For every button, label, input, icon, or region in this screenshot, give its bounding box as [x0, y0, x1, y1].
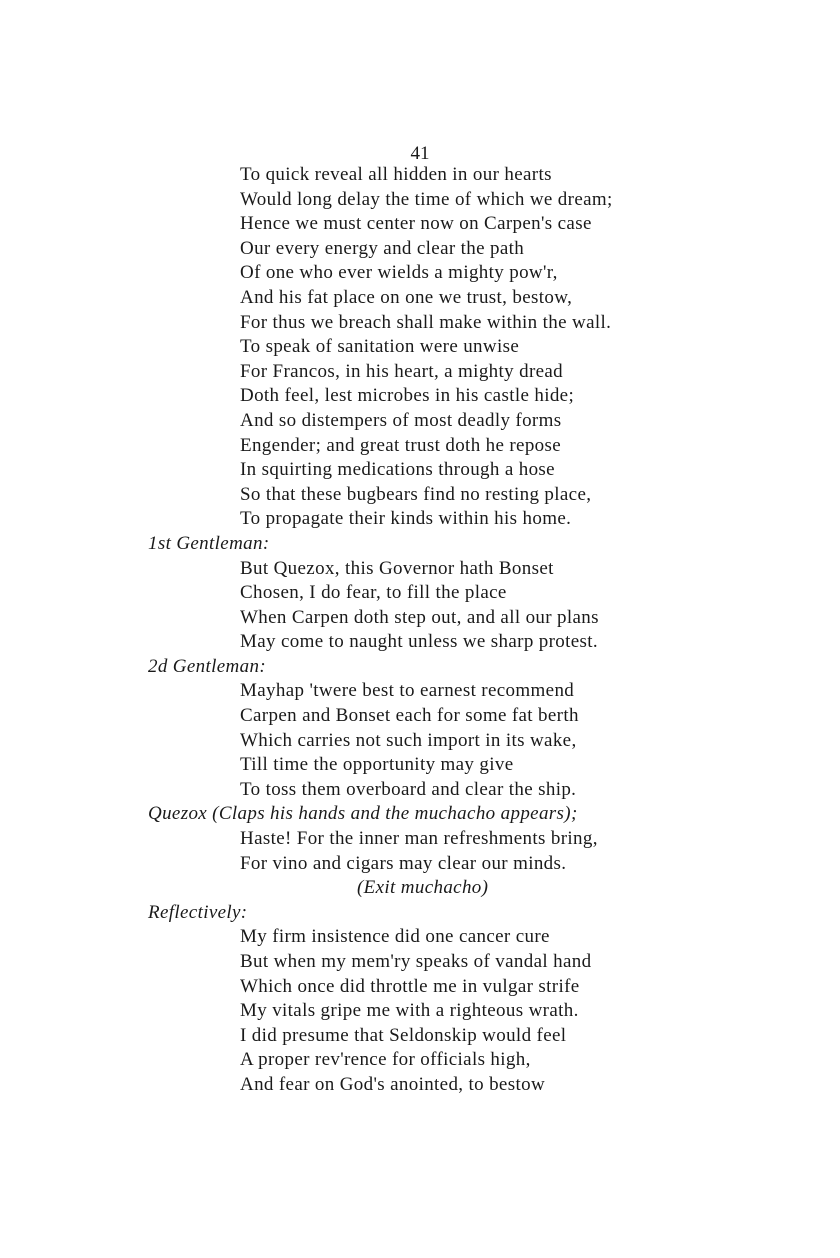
verse-line: But Quezox, this Governor hath Bonset — [240, 557, 554, 579]
verse-line: My firm insistence did one cancer cure — [240, 926, 550, 948]
verse-line: Chosen, I do fear, to fill the place — [240, 582, 507, 604]
verse-line: Haste! For the inner man refreshments bring, — [240, 828, 598, 850]
verse-line: Engender; and great trust doth he repose — [240, 434, 562, 456]
verse-line: In squirting medications through a hose — [240, 459, 555, 481]
verse-line: To toss them overboard and clear the ship. — [240, 778, 577, 800]
poem-text — [0, 163, 840, 1098]
speaker-name: Reflectively: — [148, 901, 248, 923]
verse-line: For thus we breach shall make within the wall. — [240, 311, 612, 333]
verse-line: When Carpen doth step out, and all our plans — [240, 606, 599, 628]
speaker-name: Quezox (Claps his hands and the muchacho appears); — [148, 803, 578, 825]
verse-line: Carpen and Bonset each for some fat berth — [240, 705, 579, 727]
verse-line: I did presume that Seldonskip would feel — [240, 1024, 567, 1046]
verse-line: Of one who ever wields a mighty pow'r, — [240, 262, 558, 284]
verse-line: And so distempers of most deadly forms — [240, 409, 562, 431]
verse-line: But when my mem'ry speaks of vandal hand — [240, 951, 592, 972]
verse-line: Which once did throttle me in vulgar strife — [240, 975, 580, 997]
page-number: 41 — [410, 143, 430, 164]
verse-line: To speak of sanitation were unwise — [240, 336, 520, 358]
verse-line: Which carries not such import in its wake, — [240, 729, 577, 751]
verse-line: Doth feel, lest microbes in his castle hide; — [240, 385, 575, 407]
verse-line: Would long delay the time of which we dream; — [240, 188, 613, 210]
verse-line: For vino and cigars may clear our minds. — [240, 852, 567, 874]
verse-line: Hence we must center now on Carpen's case — [240, 213, 592, 235]
verse-line: My vitals gripe me with a righteous wrath. — [240, 1000, 579, 1022]
verse-line: And his fat place on one we trust, bestow, — [240, 286, 573, 308]
verse-line: To quick reveal all hidden in our hearts — [240, 164, 552, 185]
verse-line: To propagate their kinds within his home. — [240, 508, 572, 530]
speaker-name: 2d Gentleman: — [148, 655, 266, 677]
verse-line: And fear on God's anointed, to bestow — [240, 1073, 546, 1095]
verse-line: Mayhap 'twere best to earnest recommend — [240, 680, 575, 702]
verse-line: So that these bugbears find no resting place, — [240, 483, 592, 505]
verse-line: May come to naught unless we sharp protest. — [240, 631, 599, 653]
stage-direction: (Exit muchacho) — [357, 877, 489, 899]
speaker-name: 1st Gentleman: — [148, 532, 270, 554]
verse-line: For Francos, in his heart, a mighty dread — [240, 360, 564, 382]
verse-line: A proper rev'rence for officials high, — [240, 1049, 531, 1071]
verse-line: Till time the opportunity may give — [240, 754, 514, 776]
verse-line: Our every energy and clear the path — [240, 237, 525, 259]
